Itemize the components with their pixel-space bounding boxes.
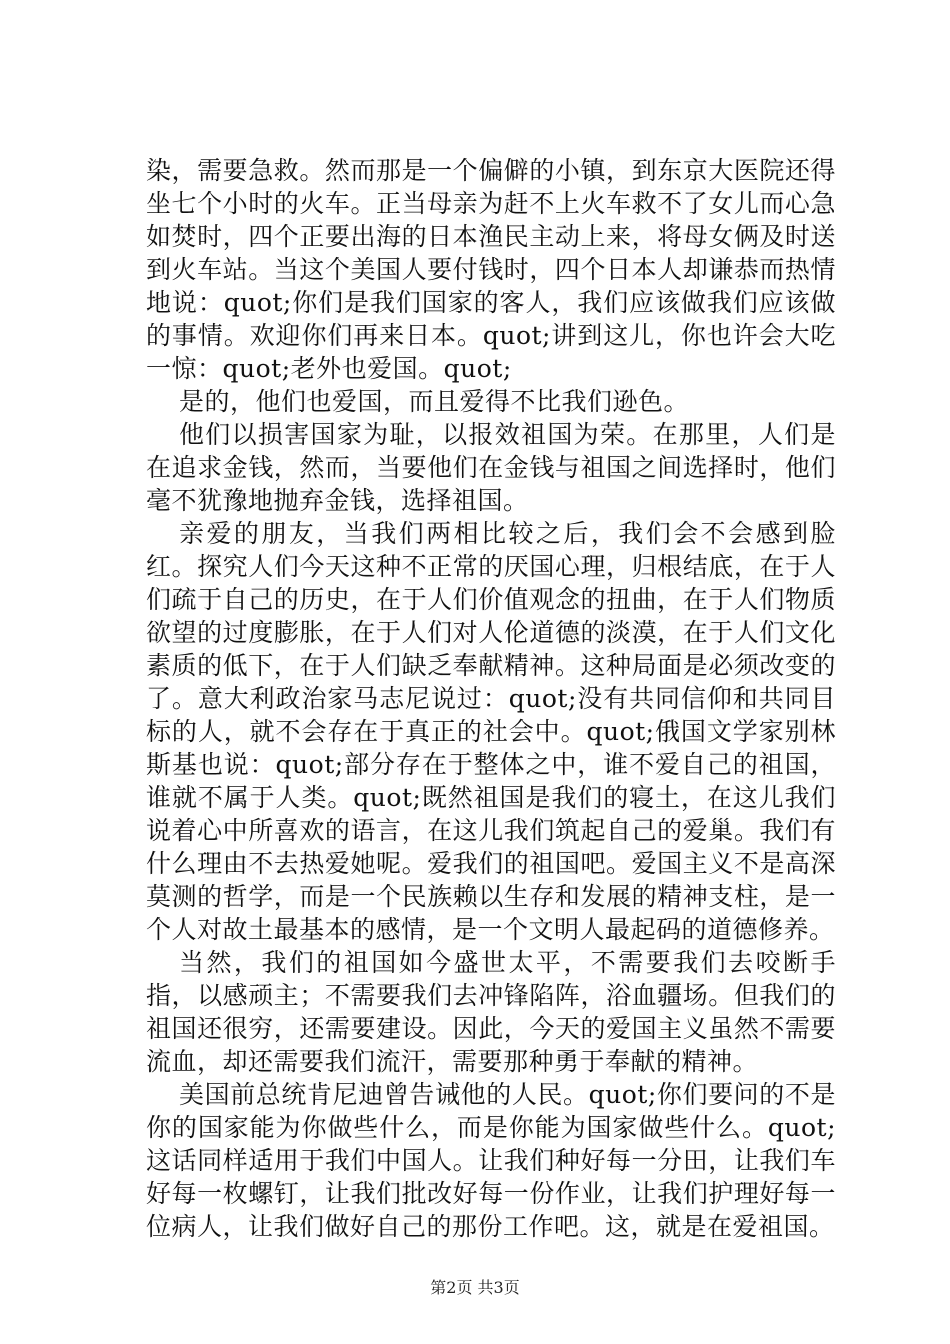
paragraph: 当然，我们的祖国如今盛世太平，不需要我们去咬断手指，以感顽主；不需要我们去冲锋陷阵，浴血疆场。但我们的祖国还很穷，还需要建设。因此，今天的爱国主义虽然不需要流血，却还需要我们流汗，需要那种勇于奉献的精神。: [146, 948, 836, 1076]
paragraph-continued: 染，需要急救。然而那是一个偏僻的小镇，到东京大医院还得坐七个小时的火车。正当母亲为赶不上火车救不了女儿而心急如焚时，四个正要出海的日本渔民主动上来，将母女俩及时送到火车站。当这个美国人要付钱时，四个日本人却谦恭而热情地说：quot;你们是我们国家的客人，我们应该做我们应该做的事情。欢迎你们再来日本。quot;讲到这儿，你也许会大吃一惊：quot;老外也爱国。quot;: [146, 156, 836, 383]
paragraph: 美国前总统肯尼迪曾告诫他的人民。quot;你们要问的不是你的国家能为你做些什么，而是你能为国家做些什么。quot;这话同样适用于我们中国人。让我们种好每一分田，让我们车好每一枚螺钉，让我们批改好每一份作业，让我们护理好每一位病人，让我们做好自己的那份工作吧。这，就是在爱祖国。: [146, 1080, 836, 1241]
paragraph: 他们以损害国家为耻，以报效祖国为荣。在那里，人们是在追求金钱，然而，当要他们在金钱与祖国之间选择时，他们毫不犹豫地抛弃金钱，选择祖国。: [146, 420, 836, 515]
document-body: [146, 154, 836, 1243]
page-footer: 第2页 共3页: [430, 1278, 520, 1297]
paragraph: 是的，他们也爱国，而且爱得不比我们逊色。: [179, 387, 690, 416]
paragraph: 亲爱的朋友，当我们两相比较之后，我们会不会感到脸红。探究人们今天这种不正常的厌国心理，归根结底，在于人们疏于自己的历史，在于人们价值观念的扭曲，在于人们物质欲望的过度膨胀，在于人们对人伦道德的淡漠，在于人们文化素质的低下，在于人们缺乏奉献精神。这种局面是必须改变的了。意大利政治家马志尼说过：quot;没有共同信仰和共同目标的人，就不会存在于真正的社会中。quot;俄国文学家别林斯基也说：quot;部分存在于整体之中，谁不爱自己的祖国，谁就不属于人类。quot;既然祖国是我们的寝土，在这儿我们说着心中所喜欢的语言，在这儿我们筑起自己的爱巢。我们有什么理由不去热爱她呢。爱我们的祖国吧。爱国主义不是高深莫测的哲学，而是一个民族赖以生存和发展的精神支柱，是一个人对故土最基本的感情，是一个文明人最起码的道德修养。: [146, 519, 836, 944]
